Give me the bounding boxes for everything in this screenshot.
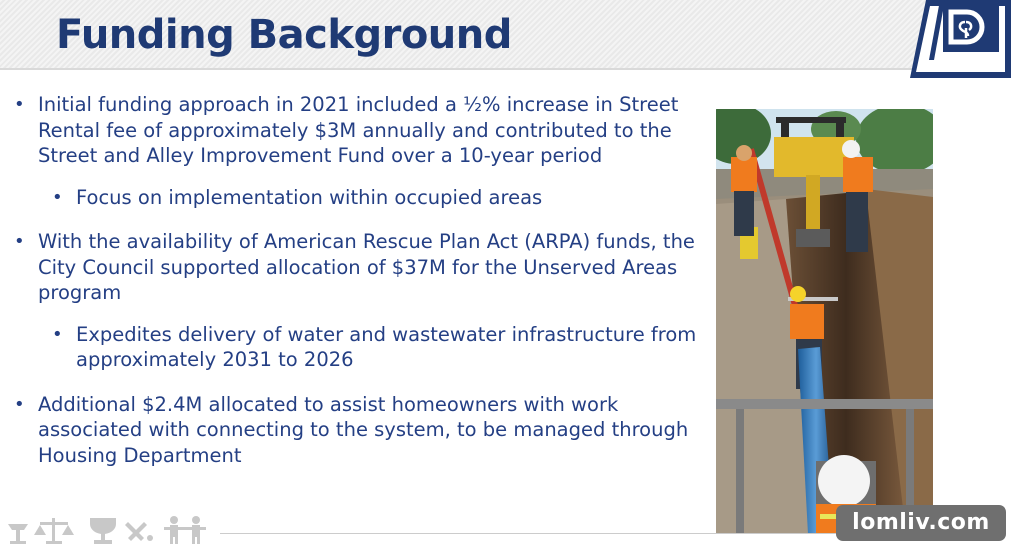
trench-pipe-photo (716, 109, 933, 534)
bullet-dot: • (14, 94, 25, 115)
footer-icon-row (4, 512, 224, 545)
bullet-text: With the availability of American Rescue Plan Act (ARPA) funds, the City Council supported allocation of $37M for the Unserved Areas program (38, 230, 695, 304)
bullet-item (14, 229, 704, 306)
bullet-text: Additional $2.4M allocated to assist homeowners with work associated with connecting to the system, to be managed through Housing Department (38, 392, 689, 467)
header-rule (0, 68, 1011, 70)
bullet-text: Focus on implementation within occupied areas (76, 185, 543, 209)
bullet-dot: • (52, 186, 63, 208)
sub-bullet-item (14, 322, 704, 373)
slide-title: Funding Background (56, 12, 512, 58)
bullet-dot: • (52, 323, 63, 345)
bullet-text: Expedites delivery of water and wastewater infrastructure from approximately 2031 to 2026 (76, 322, 697, 371)
city-logo-icon (900, 0, 1011, 78)
bullet-item (14, 392, 704, 469)
watermark-badge: lomliv.com (836, 505, 1006, 541)
bullet-item (14, 92, 704, 169)
bullet-dot: • (14, 393, 25, 415)
bullet-text: Initial funding approach in 2021 included a ½% increase in Street Rental fee of approximately $3M annually and contributed to the Street and Alley Improvement Fund over a 10-year period (38, 93, 679, 167)
sub-bullet-item (14, 185, 704, 211)
bullet-dot: • (14, 231, 25, 252)
bullet-list (14, 92, 704, 468)
